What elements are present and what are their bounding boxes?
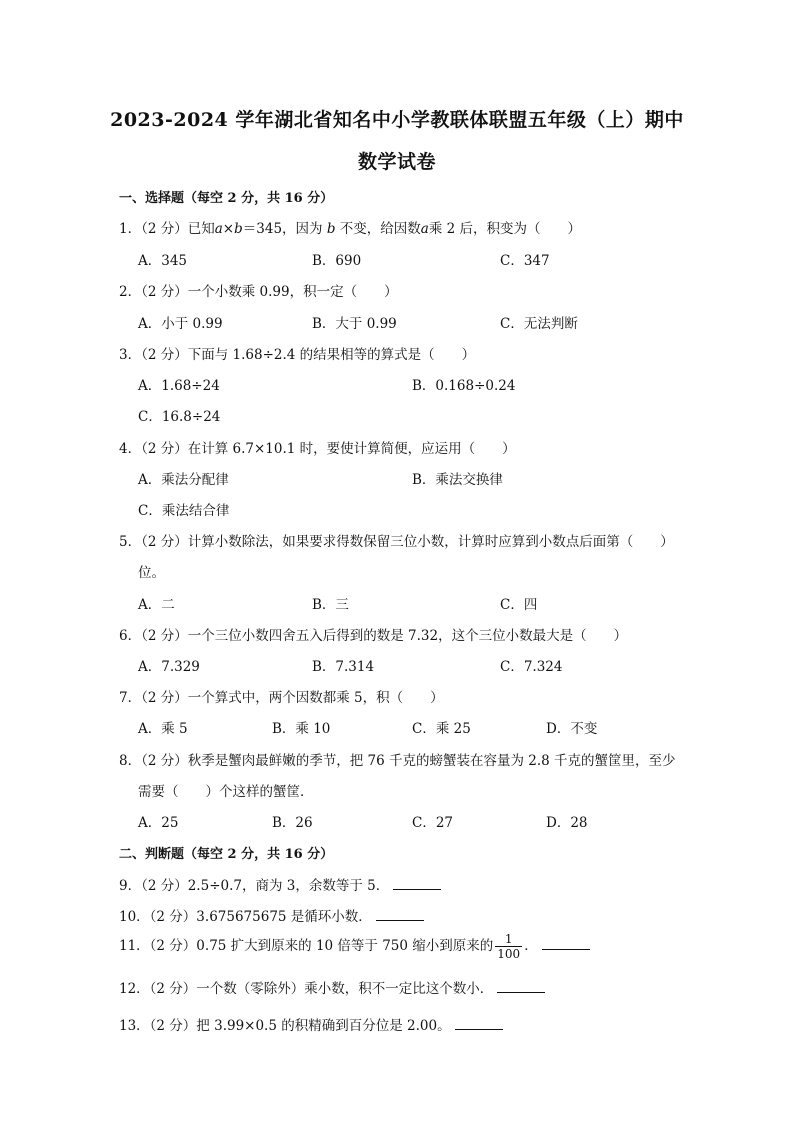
q11-answer-blank[interactable] [542, 937, 590, 950]
q1-var-b: b [234, 221, 243, 237]
q7-option-a: A．乘 5 [138, 721, 188, 737]
q1-var-b2: b [326, 221, 336, 237]
q11-fraction [495, 932, 522, 961]
q2-option-c: C．无法判断 [500, 316, 578, 332]
question-8: 8．（2 分）秋季是蟹肉最鲜嫩的季节，把 76 千克的螃蟹装在容量为 2.8 千克的蟹筐里，至少 [119, 753, 676, 769]
q7-option-b: B．乘 10 [272, 721, 331, 737]
q6-option-c: C．7.324 [500, 659, 563, 675]
q4-option-c: C．乘法结合律 [138, 503, 230, 519]
q3-option-c: C．16.8÷24 [138, 409, 221, 425]
q1-var-a2: a [420, 221, 429, 237]
section-judgement-heading: 二、判断题（每空 2 分，共 16 分） [119, 847, 334, 862]
q8-option-c: C．27 [412, 815, 454, 831]
q2-option-b: B．大于 0.99 [312, 316, 397, 332]
q5-option-a: A．二 [138, 597, 175, 613]
q3-option-a: A．1.68÷24 [138, 378, 220, 394]
q1-times: × [222, 221, 235, 237]
q9-text: 9．（2 分）2.5÷0.7，商为 3，余数等于 5． [119, 878, 390, 894]
question-3: 3．（2 分）下面与 1.68÷2.4 的结果相等的算式是（ ） [119, 347, 476, 363]
exam-title-line2: 数学试卷 [357, 151, 436, 173]
q1-var-a: a [214, 221, 223, 237]
q1-option-b: B．690 [312, 253, 362, 269]
question-10 [119, 905, 424, 925]
question-11 [119, 932, 590, 961]
question-12 [119, 977, 545, 997]
exam-title-line1: 2023-2024 学年湖北省知名中小学教联体联盟五年级（上）期中 [110, 109, 684, 131]
q7-option-c: C．乘 25 [412, 721, 471, 737]
q1-text-part2: ＝345，因为 [242, 221, 323, 237]
q1-text-part1: 1．（2 分）已知 [119, 221, 215, 237]
q6-option-a: A．7.329 [138, 659, 200, 675]
q13-text: 13．（2 分）把 3.99×0.5 的积精确到百分位是 2.00。 [119, 1018, 451, 1034]
question-5-continued: 位。 [138, 565, 165, 581]
q11-tail: ． [524, 938, 538, 954]
q6-option-b: B．7.314 [312, 659, 375, 675]
question-2: 2．（2 分）一个小数乘 0.99，积一定（ ） [119, 284, 398, 300]
q10-text: 10．（2 分）3.675675675 是循环小数． [119, 909, 372, 925]
q1-text-part4: 乘 2 后，积变为（ ） [428, 221, 582, 237]
q1-text-part3: 不变，给因数 [339, 221, 421, 237]
q1-option-a: A．345 [138, 253, 188, 269]
q1-option-c: C．347 [500, 253, 550, 269]
q12-text: 12．（2 分）一个数（零除外）乘小数，积不一定比这个数小． [119, 981, 494, 997]
q5-option-c: C．四 [500, 597, 538, 613]
q4-option-a: A．乘法分配律 [138, 472, 229, 488]
question-9 [119, 874, 441, 894]
q8-option-a: A．25 [138, 815, 179, 831]
question-6: 6．（2 分）一个三位小数四舍五入后得到的数是 7.32，这个三位小数最大是（ ） [119, 628, 628, 644]
q8-option-b: B．26 [272, 815, 313, 831]
question-5: 5．（2 分）计算小数除法，如果要求得数保留三位小数，计算时应算到小数点后面第（ ） [119, 534, 674, 550]
q9-answer-blank[interactable] [393, 877, 441, 890]
question-13 [119, 1014, 503, 1034]
question-1 [119, 217, 581, 237]
q5-option-b: B．三 [312, 597, 349, 613]
question-8-continued: 需要（ ）个这样的蟹筐． [138, 784, 314, 800]
q12-answer-blank[interactable] [497, 980, 545, 993]
q13-answer-blank[interactable] [455, 1017, 503, 1030]
q3-option-b: B．0.168÷0.24 [412, 378, 516, 394]
q7-option-d: D．不变 [546, 721, 598, 737]
section-choice-heading: 一、选择题（每空 2 分，共 16 分） [119, 191, 334, 206]
q11-text: 11．（2 分）0.75 扩大到原来的 10 倍等于 750 缩小到原来的 [119, 938, 494, 954]
question-4: 4．（2 分）在计算 6.7×10.1 时，要使计算简便，应运用（ ） [119, 441, 516, 457]
q11-fraction-numerator: 1 [495, 932, 522, 947]
q8-option-d: D．28 [546, 815, 588, 831]
q4-option-b: B．乘法交换律 [412, 472, 503, 488]
q2-option-a: A．小于 0.99 [138, 316, 223, 332]
q11-fraction-denominator: 100 [497, 947, 521, 961]
q10-answer-blank[interactable] [376, 908, 424, 921]
question-7: 7．（2 分）一个算式中，两个因数都乘 5，积（ ） [119, 690, 444, 706]
